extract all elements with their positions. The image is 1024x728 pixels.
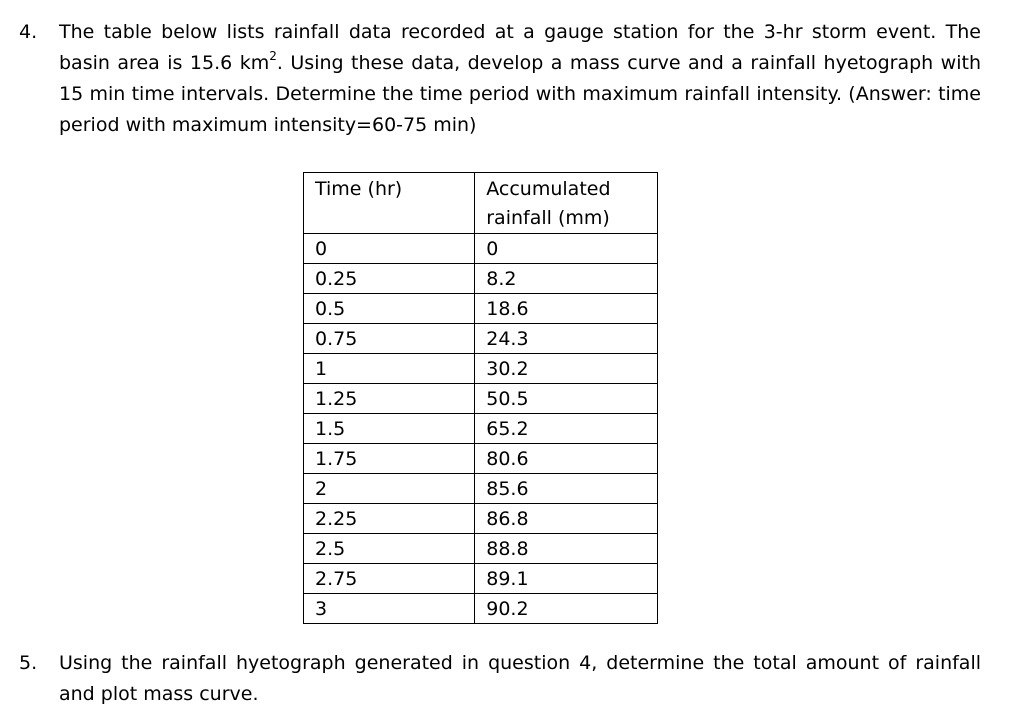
table-row — [304, 444, 658, 474]
time-cell: 1.5 — [304, 414, 475, 444]
time-cell: 0 — [304, 234, 475, 264]
header-time: Time (hr) — [304, 173, 475, 234]
question-number: 5. — [19, 652, 38, 674]
question-text — [59, 17, 981, 141]
table-row — [304, 324, 658, 354]
table-header-row — [304, 173, 658, 234]
question-4 — [19, 17, 981, 141]
question-text-part1: The table below lists rainfall data recorded at a gauge station for the 3-hr storm event. The basin area is 15.6 km — [59, 21, 981, 74]
rainfall-table — [303, 172, 658, 624]
table-row — [304, 414, 658, 444]
table-row — [304, 594, 658, 624]
time-cell: 2.75 — [304, 564, 475, 594]
table-row — [304, 264, 658, 294]
rainfall-cell: 86.8 — [475, 504, 658, 534]
table-row — [304, 534, 658, 564]
time-cell: 1 — [304, 354, 475, 384]
rainfall-cell: 90.2 — [475, 594, 658, 624]
time-cell: 1.75 — [304, 444, 475, 474]
question-text-part2: . Using these data, develop a mass curve and a rainfall hyetograph with 15 min time intervals. Determine the time period with maximum rainfall intensity. (Answer: time period with maximum intensity=60-75 min) — [59, 52, 981, 136]
time-cell: 2.5 — [304, 534, 475, 564]
table-row — [304, 234, 658, 264]
rainfall-cell: 0 — [475, 234, 658, 264]
time-cell: 1.25 — [304, 384, 475, 414]
rainfall-cell: 18.6 — [475, 294, 658, 324]
superscript: 2 — [269, 49, 277, 63]
time-cell: 0.5 — [304, 294, 475, 324]
rainfall-cell: 89.1 — [475, 564, 658, 594]
time-cell: 3 — [304, 594, 475, 624]
rainfall-cell: 65.2 — [475, 414, 658, 444]
rainfall-cell: 50.5 — [475, 384, 658, 414]
rainfall-cell: 88.8 — [475, 534, 658, 564]
time-cell: 0.25 — [304, 264, 475, 294]
header-rainfall: Accumulated rainfall (mm) — [475, 173, 658, 234]
question-5 — [19, 648, 981, 710]
rainfall-cell: 24.3 — [475, 324, 658, 354]
table-row — [304, 564, 658, 594]
rainfall-cell: 80.6 — [475, 444, 658, 474]
table-row — [304, 384, 658, 414]
table-row — [304, 504, 658, 534]
table-row — [304, 294, 658, 324]
time-cell: 0.75 — [304, 324, 475, 354]
question-text: Using the rainfall hyetograph generated in question 4, determine the total amount of rainfall and plot mass curve. — [59, 652, 981, 705]
table-row — [304, 474, 658, 504]
time-cell: 2 — [304, 474, 475, 504]
table-row — [304, 354, 658, 384]
rainfall-cell: 8.2 — [475, 264, 658, 294]
question-number: 4. — [19, 21, 38, 43]
table-body — [304, 234, 658, 624]
time-cell: 2.25 — [304, 504, 475, 534]
rainfall-cell: 30.2 — [475, 354, 658, 384]
rainfall-cell: 85.6 — [475, 474, 658, 504]
